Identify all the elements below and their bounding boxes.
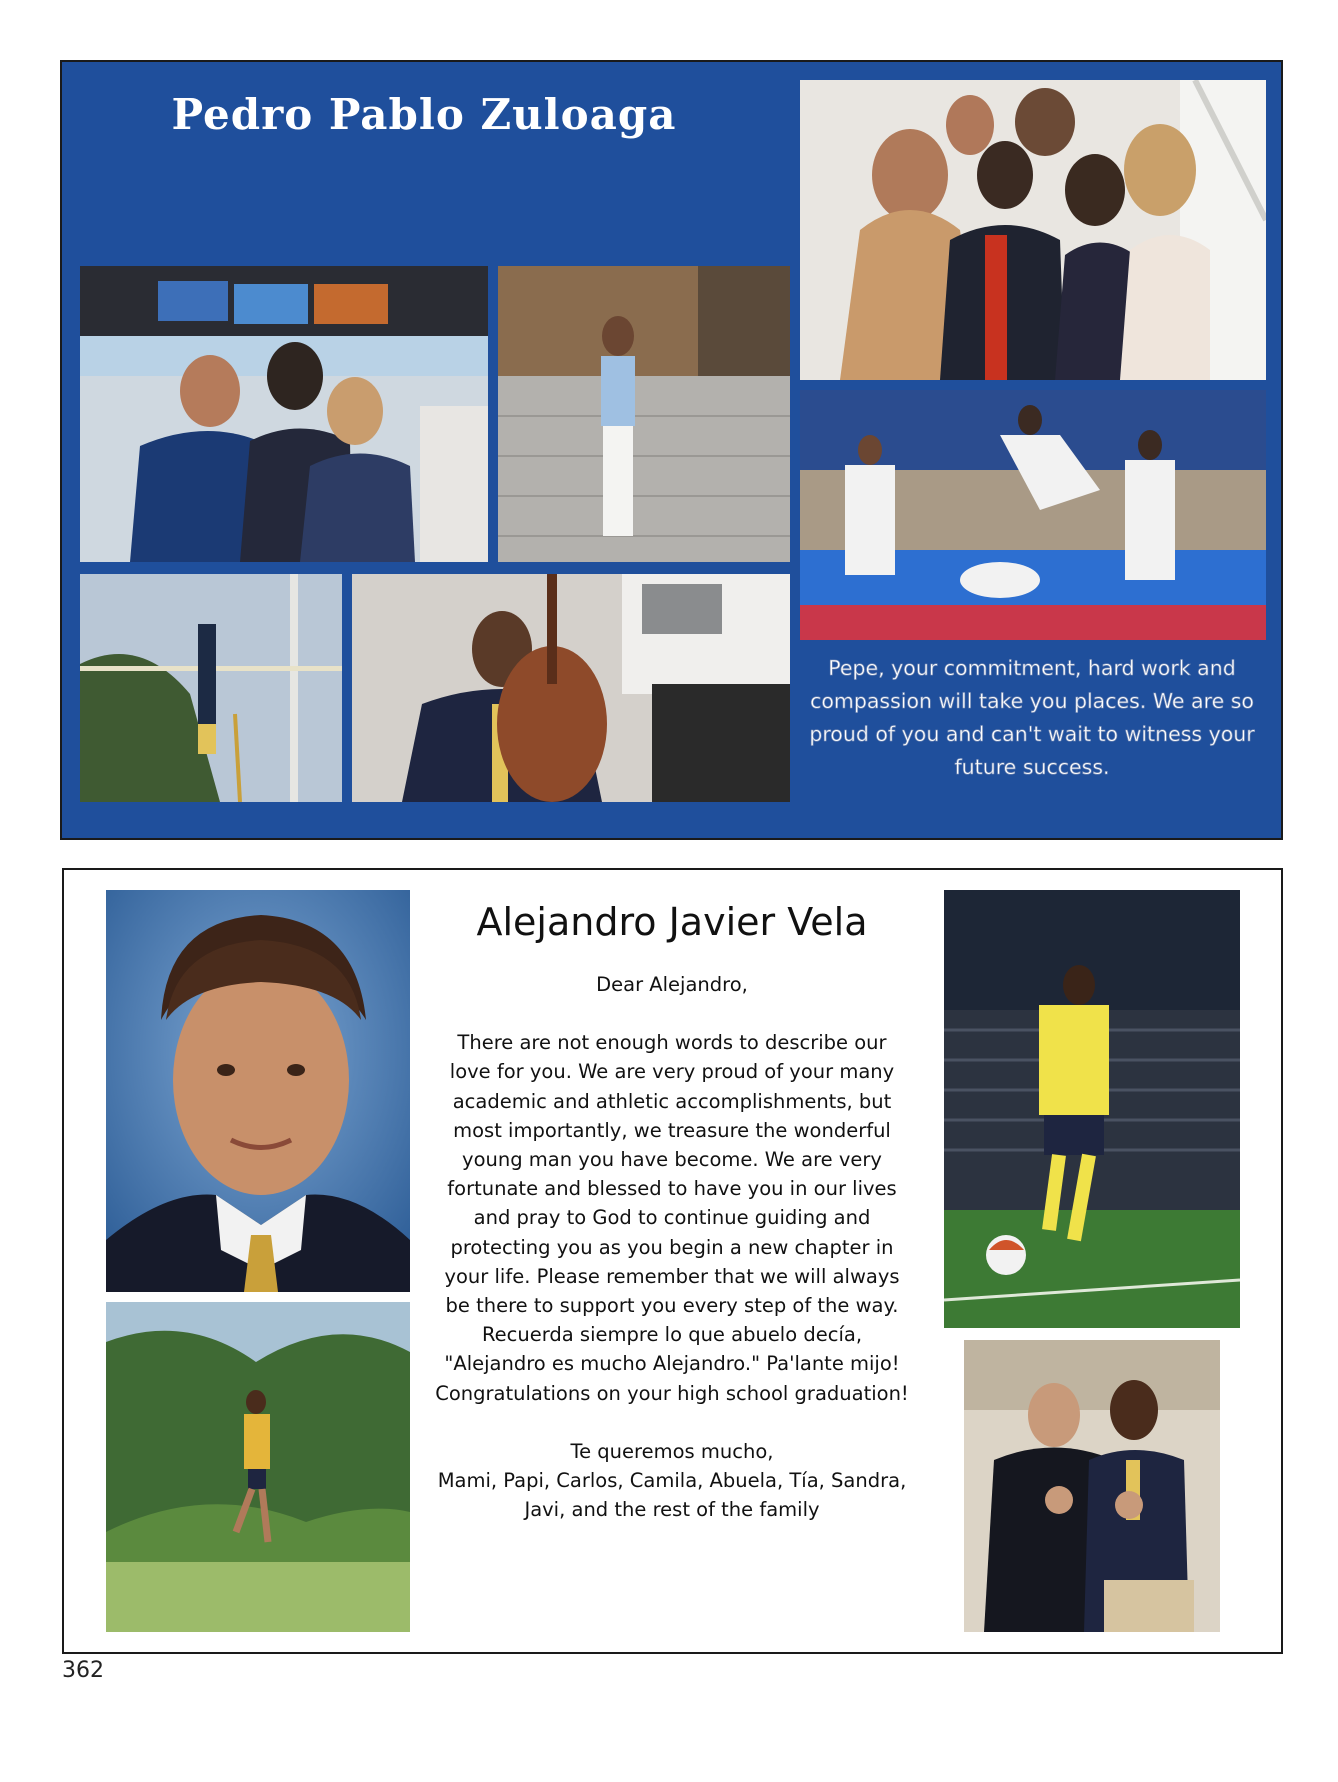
courtyard-photo xyxy=(498,266,790,562)
family-photo xyxy=(800,80,1266,380)
letter-greeting: Dear Alejandro, xyxy=(596,973,748,996)
double-bass-photo xyxy=(352,574,790,802)
soccer-photo xyxy=(944,890,1240,1328)
tribute-message: Pepe, your commitment, hard work and compassion will take you places. We are so proud of you and can't wait to witness your future success. xyxy=(809,656,1255,779)
tribute-panel-pedro xyxy=(60,60,1283,840)
senior-portrait-photo xyxy=(106,890,410,1292)
tribute-panel-alejandro xyxy=(62,868,1283,1654)
panel-title: Alejandro Javier Vela xyxy=(476,900,868,944)
pole-vault-photo xyxy=(80,574,342,802)
page-number: 362 xyxy=(62,1658,104,1683)
taekwondo-photo xyxy=(800,390,1266,640)
bowling-alley-photo xyxy=(80,266,488,562)
letter-text xyxy=(434,970,910,1524)
cross-country-photo xyxy=(106,1302,410,1632)
ring-ceremony-photo xyxy=(964,1340,1220,1632)
letter-body: There are not enough words to describe our love for you. We are very proud of your many academic and athletic accomplishments, but most importantly, we treasure the wonderful young man you have become. We are very fortunate and blessed to have you in our lives and pray to God to continue guiding and protecting you as you begin a new chapter in your life. Please remember that we will always be there to support you every step of the way. Recuerda siempre lo que abuelo decía, "Alejandro es mucho Alejandro." Pa'lante mijo! Congratulations on your high school graduation! xyxy=(435,1031,909,1405)
panel-title: Pedro Pablo Zuloaga xyxy=(171,90,677,139)
letter-closing: Te queremos mucho, xyxy=(570,1439,774,1463)
letter-signature: Mami, Papi, Carlos, Camila, Abuela, Tía, Sandra, Javi, and the rest of the family xyxy=(437,1469,907,1522)
